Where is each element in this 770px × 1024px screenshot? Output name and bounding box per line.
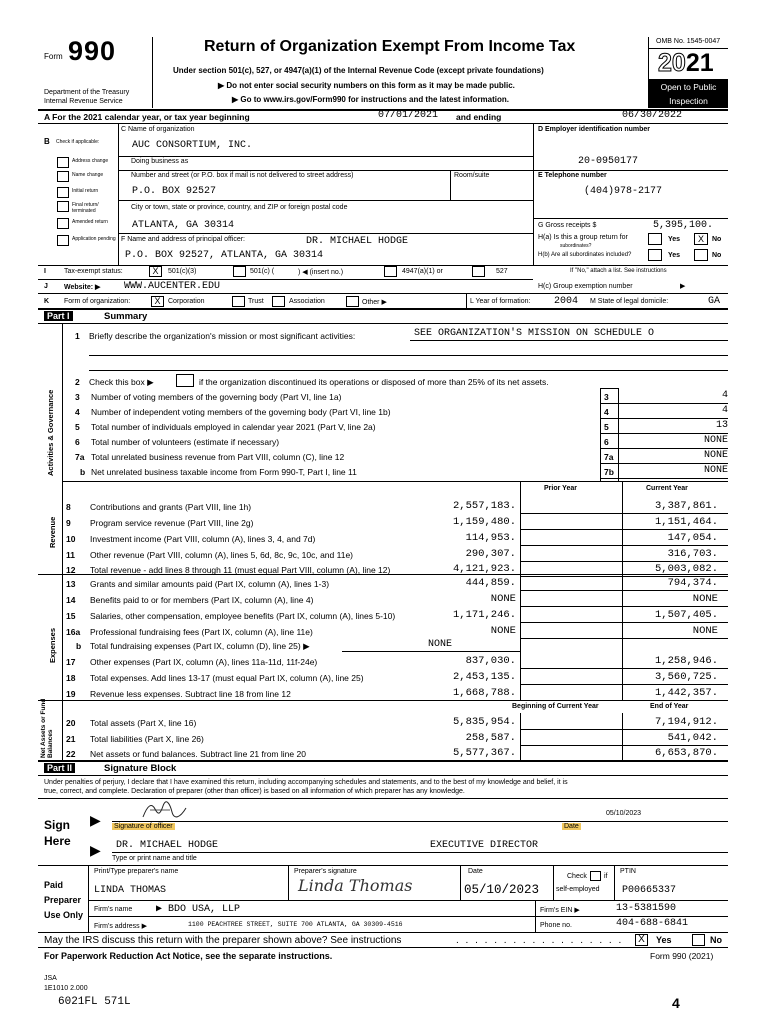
form-label: Form	[44, 52, 63, 61]
mission-statement: SEE ORGANIZATION'S MISSION ON SCHEDULE O	[414, 328, 655, 339]
line-number: 6	[75, 437, 80, 447]
public-inspection-badge: Open to Public Inspection	[649, 79, 728, 108]
prior-year-value: 444,859.	[465, 577, 516, 589]
dept-line1: Department of the Treasury	[44, 89, 130, 96]
opt-association: Association	[289, 298, 325, 305]
line-value: 4	[721, 405, 728, 416]
city-label: City or town, state or province, country, and ZIP or foreign postal code	[131, 204, 348, 211]
line-number: 4	[75, 407, 80, 417]
hb-yes: Yes	[668, 252, 681, 259]
discontinued-checkbox[interactable]	[176, 374, 194, 387]
org-name: AUC CONSORTIUM, INC.	[132, 140, 253, 151]
firm-address-label: Firm's address ▶	[94, 923, 148, 930]
employer-id-number: 20-0950177	[578, 156, 639, 167]
ein-label: D Employer identification number	[538, 126, 651, 133]
trust-checkbox[interactable]	[232, 296, 245, 307]
current-year-value: 3,560,725.	[654, 671, 718, 683]
line-value: NONE	[703, 465, 728, 476]
current-year-value: 1,151,464.	[654, 516, 718, 528]
officer-label: F Name and address of principal officer:	[121, 236, 245, 243]
opt-trust: Trust	[248, 298, 264, 305]
line-text: Net unrelated business taxable income from Form 990-T, Part I, line 11	[91, 467, 357, 477]
section-b-item: Amended return	[72, 219, 108, 225]
line-text: Grants and similar amounts paid (Part IX, column (A), lines 1-3)	[90, 579, 330, 589]
gross-receipts: 5,395,100.	[653, 220, 714, 231]
side-activities-governance: Activities & Governance	[46, 389, 55, 476]
side-net-assets: Net Assets or Fund Balances	[40, 698, 54, 758]
ptin-label: PTIN	[620, 868, 636, 875]
gross-receipts-label: G Gross receipts $	[538, 222, 597, 229]
ha-yes: Yes	[668, 236, 681, 243]
line-number: 14	[66, 595, 76, 605]
501c-checkbox[interactable]	[233, 266, 246, 277]
self-employed-label: self-employed	[556, 886, 600, 893]
line-text: Other revenue (Part VIII, column (A), lines 5, 6d, 8c, 9c, 10c, and 11e)	[90, 550, 353, 560]
current-year-value: 316,703.	[667, 548, 718, 560]
line-number: 12	[66, 565, 76, 575]
tax-year	[658, 50, 714, 76]
line-number: 9	[66, 518, 71, 528]
org-name-label: C Name of organization	[121, 126, 195, 133]
street-address: P.O. BOX 92527	[132, 186, 217, 197]
line-number: 16a	[66, 627, 81, 637]
ha-label: H(a) Is this a group return for	[538, 234, 628, 241]
penalty-text-1: Under penalties of perjury, I declare that I have examined this return, including accompanying schedules and statements, and to the best of my knowledge and belief, it is	[44, 779, 568, 786]
year-of-formation: 2004	[554, 296, 579, 307]
current-year-value: 1,507,405.	[654, 609, 718, 621]
line-text: Program service revenue (Part VIII, line 2g)	[90, 518, 254, 528]
ssn-notice: ▶ Do not enter social security numbers on this form as it may be made public.	[218, 81, 515, 90]
part2-tag: Part II	[44, 763, 75, 773]
corporation-checkbox[interactable]: X	[151, 296, 164, 307]
tax-year-bold: 21	[685, 49, 714, 77]
501c3-checkbox[interactable]: X	[149, 266, 162, 277]
hb-no-checkbox[interactable]	[694, 249, 708, 261]
current-year-value: 541,042.	[667, 732, 718, 744]
form-footer: Form 990 (2021)	[650, 951, 714, 961]
preparer-date-label: Date	[468, 868, 483, 875]
principal-officer: DR. MICHAEL HODGE	[306, 236, 409, 247]
line-text: Benefits paid to or for members (Part IX, column (A), line 4)	[90, 595, 314, 605]
phone-label: E Telephone number	[538, 172, 607, 179]
preparer-name-label: Print/Type preparer's name	[94, 868, 179, 875]
room-suite-label: Room/suite	[454, 172, 490, 179]
prior-year-value: 258,587.	[465, 732, 516, 744]
state-domicile-label: M State of legal domicile:	[590, 298, 669, 305]
bottom-code: 6021FL 571L	[58, 996, 131, 1008]
line-text: Total number of individuals employed in calendar year 2021 (Part V, line 2a)	[91, 422, 376, 432]
section-b-label: B	[44, 137, 50, 146]
line-text: Total revenue - add lines 8 through 11 (must equal Part VIII, column (A), line 12)	[90, 565, 391, 575]
section-b-item: Initial return	[72, 188, 99, 194]
firm-name-label: Firm's name	[94, 906, 133, 913]
line-box-number: 7b	[604, 467, 614, 477]
goto-notice: ▶ Go to www.irs.gov/Form990 for instructions and the latest information.	[232, 95, 509, 104]
check-label: Check	[567, 873, 587, 880]
omb-number: OMB No. 1545-0047	[656, 38, 721, 45]
line-box-number: 6	[604, 437, 609, 447]
discuss-yes-checkbox[interactable]: X	[635, 934, 648, 946]
tax-exempt-status-label: Tax-exempt status:	[64, 268, 123, 275]
current-year-value: NONE	[692, 593, 718, 605]
line-number: 10	[66, 534, 76, 544]
line-value: 4	[721, 390, 728, 401]
firm-address: 1100 PEACHTREE STREET, SUITE 700 ATLANTA, GA 30309-4516	[188, 921, 403, 928]
527-checkbox[interactable]	[472, 266, 485, 277]
here-label: Here	[44, 834, 71, 848]
website: WWW.AUCENTER.EDU	[124, 281, 221, 292]
side-expenses: Expenses	[48, 627, 57, 663]
line16b-value: NONE	[428, 639, 453, 650]
line-text: Total assets (Part X, line 16)	[90, 718, 197, 728]
current-year-value: 147,054.	[667, 532, 718, 544]
line-box-number: 5	[604, 422, 609, 432]
sign-label: Sign	[44, 818, 70, 832]
if-label: if	[604, 873, 608, 880]
prior-year-value: 290,307.	[465, 548, 516, 560]
current-year-value: 6,653,870.	[654, 747, 718, 759]
prior-year-value: 5,577,367.	[452, 747, 516, 759]
current-year-header: Current Year	[646, 485, 688, 492]
line-number: 11	[66, 550, 75, 560]
association-checkbox[interactable]	[272, 296, 285, 307]
prior-year-value: NONE	[490, 625, 516, 637]
boy-header: Beginning of Current Year	[512, 703, 599, 710]
line-text: Total unrelated business revenue from Part VIII, column (C), line 12	[91, 452, 345, 462]
form-title: Return of Organization Exempt From Income Tax	[204, 38, 576, 55]
ha-no: No	[712, 236, 722, 243]
self-employed-checkbox[interactable]	[590, 871, 601, 881]
section-b-checkbox[interactable]	[57, 218, 69, 229]
tax-year-outline: 20	[658, 49, 686, 77]
phone-no-label: Phone no.	[540, 922, 572, 929]
side-revenue: Revenue	[48, 516, 57, 548]
prior-year-value: 2,557,183.	[452, 500, 516, 512]
year-formation-label: L Year of formation:	[470, 298, 531, 305]
current-year-value: 1,442,357.	[654, 687, 718, 699]
opt-corporation: Corporation	[168, 298, 205, 305]
discuss-no-checkbox[interactable]	[692, 934, 705, 946]
prior-year-value: 837,030.	[465, 655, 516, 667]
line-text: Net assets or fund balances. Subtract line 21 from line 20	[90, 749, 306, 759]
opt-501c3: 501(c)(3)	[168, 268, 197, 275]
page-number: 4	[672, 995, 680, 1011]
line-number: 8	[66, 502, 71, 512]
prior-year-value: 1,171,246.	[452, 609, 516, 621]
line-number: 22	[66, 749, 76, 759]
line-number: 17	[66, 657, 76, 667]
line-text: Revenue less expenses. Subtract line 18 from line 12	[90, 689, 291, 699]
prior-year-value: 2,453,135.	[452, 671, 516, 683]
website-label: Website: ▶	[64, 284, 101, 291]
ha-yes-checkbox[interactable]	[648, 233, 662, 245]
line-number: b	[80, 467, 86, 477]
line-text: Total number of volunteers (estimate if necessary)	[91, 437, 280, 447]
opt-4947: 4947(a)(1) or	[402, 268, 443, 275]
officer-sign-date: 05/10/2023	[606, 810, 642, 817]
opt-501c: 501(c) (	[250, 268, 275, 275]
prior-year-value: 1,668,788.	[452, 687, 516, 699]
line-number: 3	[75, 392, 80, 402]
line-number: 7a	[75, 452, 85, 462]
part1-tag: Part I	[44, 311, 73, 321]
line-text: Contributions and grants (Part VIII, line 1h)	[90, 502, 252, 512]
preparer-signature: Linda Thomas	[298, 876, 413, 895]
date-label: Date	[564, 823, 579, 830]
opt-insert-no: ) ◀ (insert no.)	[298, 269, 344, 276]
officer-printed-title: EXECUTIVE DIRECTOR	[430, 840, 539, 851]
section-b-checkbox[interactable]	[57, 157, 69, 168]
name-arrow-icon: ▶	[90, 842, 101, 858]
officer-signature-icon	[140, 800, 190, 822]
line2-desc: if the organization discontinued its operations or disposed of more than 25% of its net assets.	[199, 377, 549, 387]
section-b-checkbox[interactable]	[57, 171, 69, 182]
line-box-number: 3	[604, 392, 609, 402]
name-title-label: Type or print name and title	[112, 855, 197, 862]
tax-year-begin: 07/01/2021	[378, 110, 439, 121]
jsa-code: 1E1010 2.000	[44, 985, 88, 992]
firm-ein-label: Firm's EIN ▶	[540, 907, 580, 914]
line-number: 20	[66, 718, 76, 728]
form-subtitle: Under section 501(c), 527, or 4947(a)(1) of the Internal Revenue Code (except private foundations)	[173, 66, 544, 75]
line-text: Other expenses (Part IX, column (A), lines 11a-11d, 11f-24e)	[90, 657, 318, 667]
other-checkbox[interactable]	[346, 296, 359, 307]
preparer-label: Preparer	[44, 895, 82, 905]
telephone-number: (404)978-2177	[584, 186, 663, 197]
principal-officer-address: P.O. BOX 92527, ATLANTA, GA 30314	[125, 250, 324, 261]
form-number: 990	[68, 36, 117, 66]
paid-label: Paid	[44, 880, 64, 890]
prior-year-header: Prior Year	[544, 485, 577, 492]
street-label: Number and street (or P.O. box if mail is not delivered to street address)	[131, 172, 354, 179]
part2-title: Signature Block	[104, 763, 177, 774]
dept-line2: Internal Revenue Service	[44, 98, 123, 105]
current-year-value: 3,387,861.	[654, 500, 718, 512]
preparer-ptin: P00665337	[622, 885, 677, 896]
firm-phone: 404-688-6841	[616, 918, 689, 929]
firm-ein: 13-5381590	[616, 903, 677, 914]
current-year-value: 1,258,946.	[654, 655, 718, 667]
discuss-yes: Yes	[656, 935, 672, 945]
line-number: 19	[66, 689, 76, 699]
line-number: 21	[66, 734, 76, 744]
paperwork-notice: For Paperwork Reduction Act Notice, see the separate instructions.	[44, 951, 333, 961]
hc-arrow-icon: ▶	[680, 283, 686, 290]
line-text: Number of independent voting members of the governing body (Part VI, line 1b)	[91, 407, 391, 417]
line-a-label: A For the 2021 calendar year, or tax year beginning	[44, 112, 250, 122]
part1-title: Summary	[104, 311, 148, 322]
line-value: NONE	[703, 435, 728, 446]
dba-label: Doing business as	[131, 158, 189, 165]
line1-text: Briefly describe the organization's mission or most significant activities:	[89, 331, 356, 341]
check-if-applicable: Check if applicable:	[56, 139, 100, 145]
ha-no-checkbox[interactable]: X	[694, 233, 708, 245]
line-text: Salaries, other compensation, employee benefits (Part IX, column (A), lines 5-10)	[90, 611, 396, 621]
preparer-date: 05/10/2023	[464, 883, 540, 897]
line-k-label: K	[44, 298, 50, 305]
line-number: 15	[66, 611, 76, 621]
discuss-no: No	[710, 935, 722, 945]
line-value: NONE	[703, 450, 728, 461]
current-year-value: 5,003,082.	[654, 563, 718, 575]
prior-year-value: 1,159,480.	[452, 516, 516, 528]
line16b-number: b	[76, 641, 82, 651]
prior-year-value: 114,953.	[465, 532, 516, 544]
use-only-label: Use Only	[44, 910, 84, 920]
sign-arrow-icon: ▶	[90, 812, 101, 828]
line-value: 13	[715, 420, 728, 431]
line1-number: 1	[75, 331, 80, 341]
firm-name: ▶ BDO USA, LLP	[156, 904, 241, 915]
hc-label: H(c) Group exemption number	[538, 283, 633, 290]
and-ending: and ending	[456, 112, 502, 122]
ha-sub: subordinates?	[560, 243, 592, 249]
hb-note: If "No," attach a list. See instructions	[570, 268, 667, 274]
line-i-label: I	[44, 268, 46, 275]
section-b-checkbox[interactable]	[57, 235, 69, 246]
line16b-text: Total fundraising expenses (Part IX, column (D), line 25) ▶	[90, 641, 310, 651]
line-box-number: 4	[604, 407, 609, 417]
line-text: Investment income (Part VIII, column (A), lines 3, 4, and 7d)	[90, 534, 316, 544]
line-text: Number of voting members of the governing body (Part VI, line 1a)	[91, 392, 342, 402]
jsa-label: JSA	[44, 975, 57, 982]
current-year-value: NONE	[692, 625, 718, 637]
section-b-item: Final return/ terminated	[72, 202, 99, 214]
prior-year-value: 5,835,954.	[452, 716, 516, 728]
line2-number: 2	[75, 377, 80, 387]
line-number: 5	[75, 422, 80, 432]
hb-yes-checkbox[interactable]	[648, 249, 662, 261]
discuss-question: May the IRS discuss this return with the preparer shown above? See instructions	[44, 935, 402, 946]
line-box-number: 7a	[604, 452, 614, 462]
signature-of-officer-label: Signature of officer	[114, 823, 173, 830]
line-text: Total liabilities (Part X, line 26)	[90, 734, 204, 744]
hb-no: No	[712, 252, 722, 259]
state-of-domicile: GA	[708, 296, 721, 307]
line-text: Total expenses. Add lines 13-17 (must equal Part IX, column (A), line 25)	[90, 673, 364, 683]
section-b-item: Application pending	[72, 236, 116, 242]
city-state-zip: ATLANTA, GA 30314	[132, 220, 235, 231]
hb-label: H(b) Are all subordinates included?	[538, 252, 632, 258]
preparer-name: LINDA THOMAS	[94, 885, 167, 896]
section-b-checkbox[interactable]	[57, 201, 69, 212]
line-number: 18	[66, 673, 76, 683]
tax-year-end: 06/30/2022	[622, 110, 683, 121]
opt-other: Other ▶	[362, 299, 387, 306]
line-number: 13	[66, 579, 76, 589]
current-year-value: 794,374.	[667, 577, 718, 589]
line-j-label: J	[44, 283, 48, 290]
4947-checkbox[interactable]	[384, 266, 397, 277]
line2-text: Check this box ▶	[89, 377, 154, 387]
prior-year-value: NONE	[490, 593, 516, 605]
opt-527: 527	[496, 268, 508, 275]
prior-year-value: 4,121,923.	[452, 563, 516, 575]
form-of-org-label: Form of organization:	[64, 298, 131, 305]
section-b-item: Address change	[72, 158, 109, 164]
eoy-header: End of Year	[650, 703, 689, 710]
officer-printed-name: DR. MICHAEL HODGE	[116, 840, 219, 851]
penalty-text-2: true, correct, and complete. Declaration of preparer (other than officer) is based on all information of which preparer has any knowledge.	[44, 788, 465, 795]
line-text: Professional fundraising fees (Part IX, column (A), line 11e)	[90, 627, 313, 637]
preparer-sig-label: Preparer's signature	[294, 868, 357, 875]
current-year-value: 7,194,912.	[654, 716, 718, 728]
section-b-item: Name change	[72, 172, 104, 178]
section-b-checkbox[interactable]	[57, 187, 69, 198]
